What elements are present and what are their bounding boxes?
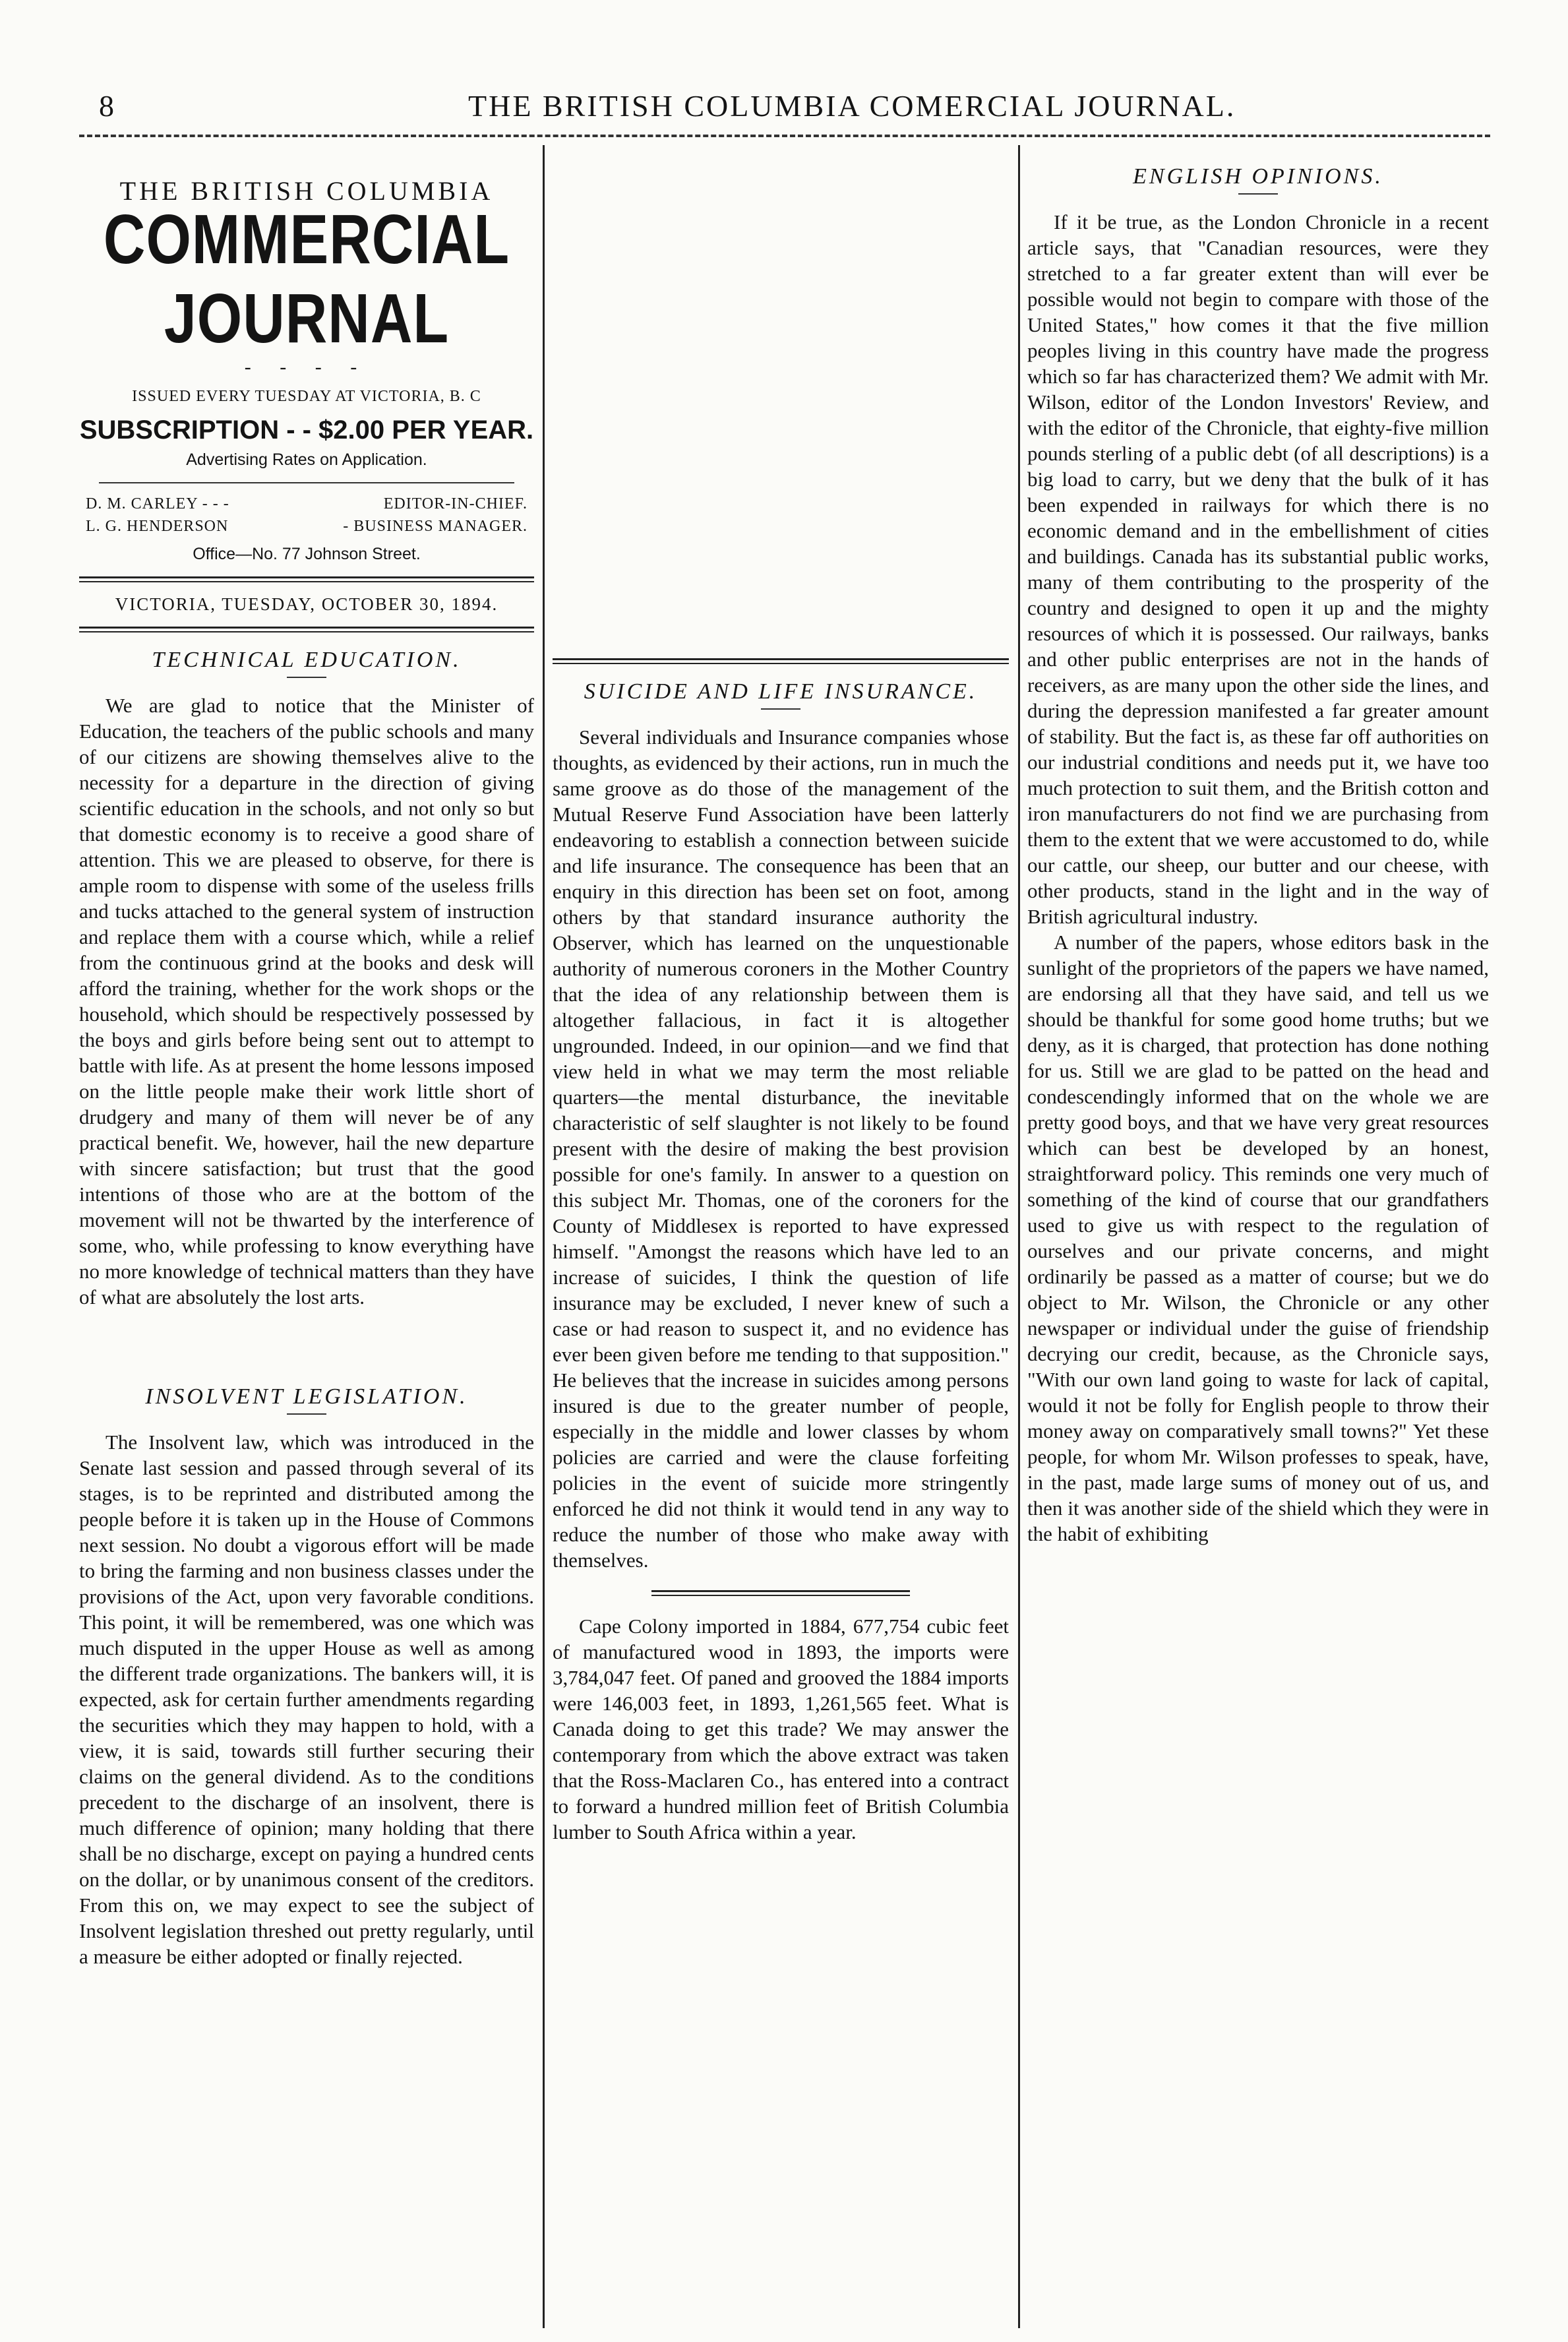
article-heading-english: ENGLISH OPINIONS. (1133, 164, 1383, 189)
office-line: Office—No. 77 Johnson Street. (193, 545, 421, 563)
section-rule (651, 1590, 910, 1596)
masthead-small-title: THE BRITISH COLUMBIA (119, 176, 494, 206)
column-3 (1027, 158, 1489, 2335)
column-rule-1 (543, 145, 545, 2328)
column-rule-2 (1018, 145, 1020, 2328)
section-rule (553, 658, 1009, 664)
subscription-line: SUBSCRIPTION - - $2.00 PER YEAR. (79, 416, 534, 445)
article-heading-technical: TECHNICAL EDUCATION. (152, 648, 462, 672)
header-rule (79, 135, 1490, 137)
article-body-suicide: Several individuals and Insurance companies whose thoughts, as evidenced by their actions, run in much the same groove as do those of the management of the Mutual Reserve Fund Association have been latterly endeavoring to establish a connection between suicide and life insurance. The consequence has been that an enquiry in this direction has been set on foot, among others by that standard insurance authority the Observer, which has learned on the unquestionable authority of numerous coroners in the Mother Country that the idea of any relationship between them is altogether fallacious, in fact it is altogether ungrounded. Indeed, in our opinion—and we find that view held in what we may term the most reliable quarters—the mental disturbance, the inevitable characteristic of self slaughter is not likely to be found present with the desire of making the best provision possible for one's family. In answer to a question on this subject Mr. Thomas, one of the coroners for the County of Middlesex is reported to have expressed himself. "Amongst the reasons which have led to an increase of suicides, I think the question of life insurance may be excluded, I never knew of such a case or had reason to suspect it, and no evidence has ever been given before me tending to that supposition." He believes that the increase in suicides among persons insured is due to the greater number of people, especially in the middle and lower classes by whom policies are carried and were the clause forfeiting policies in the event of suicide more stringently enforced he did not think it would tend in any way to reduce the number of those who make away with themselves. (553, 725, 1009, 1572)
article-heading-insolvent: INSOLVENT LEGISLATION. (145, 1384, 468, 1409)
advertising-line: Advertising Rates on Application. (186, 450, 427, 469)
dateline: VICTORIA, TUESDAY, OCTOBER 30, 1894. (115, 594, 498, 614)
staff-manager (79, 515, 534, 538)
issued-line: ISSUED EVERY TUESDAY AT VICTORIA, B. C (132, 388, 481, 405)
heading-rule (1238, 193, 1278, 195)
column-1 (79, 158, 534, 2335)
running-title: THE BRITISH COLUMBIA COMERCIAL JOURNAL. (468, 89, 1236, 123)
spacer (79, 1310, 534, 1369)
editor-name: D. M. CARLEY - - - (86, 495, 229, 512)
staff-list (79, 493, 534, 538)
page-number: 8 (99, 89, 114, 123)
masthead-rule (99, 482, 514, 483)
dateline-rule (79, 627, 534, 632)
editor-role: EDITOR-IN-CHIEF. (383, 495, 528, 512)
article-body-insolvent: The Insolvent law, which was introduced in the Senate last session and passed through several of its stages, is to be reprinted and distributed among the people before it is taken up in the House of Commons next session. No doubt a vigorous effort will be made to bring the farming and non business classes under the provisions of the Act, upon very favorable conditions. This point, it will be remembered, was one which was much disputed in the upper House as well as among the different trade organizations. The bankers will, it is expected, ask for certain further amendments regarding the securities which they may happen to hold, with a view, it is said, towards still further securing their claims on the general dividend. As to the conditions precedent to the discharge of an insolvent, there is much difference of opinion; many holding that there shall be no discharge, except on paying a hundred cents on the dollar, or by unanimous consent of the creditors. From this on, we may expect to see the subject of Insolvent legislation threshed out pretty regularly, until a measure be either adopted or finally rejected. (79, 1431, 534, 1968)
heading-rule (287, 677, 326, 678)
manager-name: L. G. HENDERSON (86, 518, 229, 535)
article-body-technical: We are glad to notice that the Minister of Education, the teachers of the public schools and many of our citizens are showing themselves alive to the necessity for a departure in the direction of giving scientific education in the schools, and not only so but that domestic economy is to receive a good share of attention. This we are pleased to observe, for there is ample room to dispense with some of the useless frills and tucks attached to the general system of instruction and replace them with a course which, while a relief from the continuous grind at the books and desk will afford the training, whether for the work shops or the household, which should be respectively possessed by the boys and girls before being sent out to attempt to battle with life. As at present the home lessons imposed on the little people make their work little short of drudgery and many of them will never be of any practical benefit. We, however, hail the new departure with sincere satisfaction; but trust that the good intentions of those who are at the bottom of the movement will not be thwarted by the interference of some, who, while professing to know everything have no more knowledge of technical matters than they have of what are absolutely the lost arts. (79, 694, 534, 1309)
manager-role: - BUSINESS MANAGER. (343, 518, 528, 535)
insolvent-continuation-space (553, 158, 1009, 649)
article-body-english-1: If it be true, as the London Chronicle in a recent article says, that "Canadian resources, were they stretched to a far greater extent than will ever be possible would not begin to compare with those of the United States," how comes it that the five million peoples living in this country have made the progress which so far has characterized them? We admit with Mr. Wilson, editor of the London Investors' Review, and with the editor of the Chronicle, that eighty-five million pounds sterling of a public debt (of all descriptions) is a big load to carry, but we deny that the bulk of it has been expended in railways for which there is no economic demand and in the embellishment of cities and buildings. Canada has its substantial public works, many of them contributing to the prosperity of the country and designed to open it up and the mighty resources of which it is possessed. Our railways, banks and other public enterprises are not in the hands of receivers, as are many upon the other side the lines, and during the depression manifested a far greater amount of stability. But the fact is, as these far off authorities on our industrial conditions and needs put it, we have too much protection to suit them, and the British cotton and iron manufacturers do not find we are purchasing from them to the extent that we were accustomed to do, while our cattle, our sheep, our butter and our cheese, with other products, stand in the light and in the way of British agricultural industry. (1027, 210, 1489, 928)
heading-rule (761, 708, 800, 710)
article-body-cape-colony: Cape Colony imported in 1884, 677,754 cubic feet of manufactured wood in 1893, the imports were 3,784,047 feet. Of paned and grooved the 1884 imports were 146,003 feet, in 1893, 1,261,565 feet. What is Canada doing to get this trade? We may answer the contemporary from which the above extract was taken that the Ross-Maclaren Co., has entered into a contract to forward a hundred million feet of British Columbia lumber to South Africa within a year. (553, 1615, 1009, 1843)
masthead-double-rule (79, 576, 534, 582)
masthead-dashes: - - - - (244, 356, 369, 378)
column-2 (553, 158, 1009, 2335)
article-heading-suicide: SUICIDE AND LIFE INSURANCE. (584, 679, 978, 704)
article-body-english-2: A number of the papers, whose editors bask in the sunlight of the proprietors of the papers we have named, are endorsing all that they have said, and tell us we should be thankful for some good home truths; but we deny, as it is charged, that protection has done nothing for us. Still we are glad to be patted on the head and condescendingly informed that on the whole we are pretty good boys, and that we have very great resources which can best be developed by an honest, straightforward policy. This reminds one very much of something of the kind of course that our grandfathers used to give us with respect to the regulation of ourselves and our private concerns, and might ordinarily be passed as a matter of course; but we do object to Mr. Wilson, the Chronicle or any other newspaper or individual under the guise of friendship decrying our credit, because, as the Chronicle says, "With our own land going to waste for lack of capital, would it not be folly for English people to throw their money away on comparatively small towns?" Yet these people, for whom Mr. Wilson professes to speak, have, in the past, made large sums of money out of us, and then it was another side of the shield which they were in the habit of exhibiting (1027, 931, 1489, 1545)
masthead-title: COMMERCIAL JOURNAL (103, 200, 510, 357)
staff-editor (79, 493, 534, 515)
heading-rule (287, 1413, 326, 1415)
running-head (99, 84, 1470, 131)
